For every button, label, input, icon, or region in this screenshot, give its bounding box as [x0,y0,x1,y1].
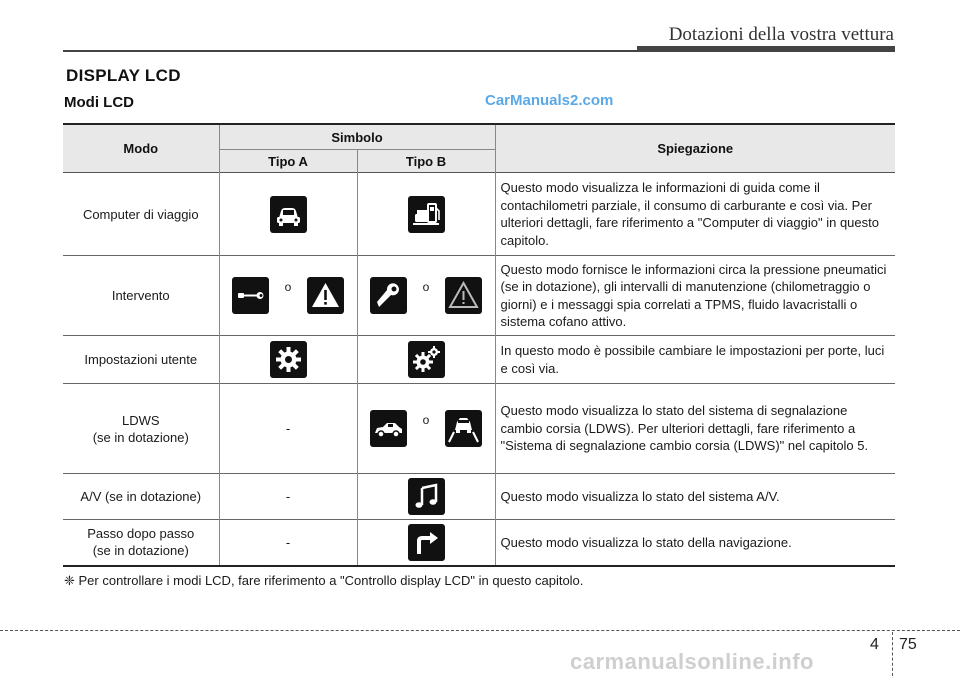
mode-cell [63,520,219,566]
type-b-cell [357,384,495,474]
table-row [63,256,895,336]
type-b-cell [357,474,495,520]
explanation-cell: Questo modo visualizza lo stato del sistema di segnalazione cambio corsia (LDWS). Per ulteriori dettagli, fare riferimento a "Sistema di segnalazione cambio corsia (LDWS)" nel capitolo 5. [500,403,869,454]
page-number-divider [892,632,893,676]
explanation-cell: Questo modo fornisce le informazioni circa la pressione pneumatici (se in dotazione), gli intervalli di manutenzione (chilometraggio o giorni) e i messaggi spia correlati a TPMS, fluido lavacristalli o sistema cofano attivo. [500,261,887,329]
table-row [63,336,895,384]
type-a-cell: - [219,474,357,520]
or-label: o [422,279,430,294]
header-symbol: Simbolo [219,124,495,150]
mode-label: LDWS [121,412,160,428]
warning-triangle-icon [307,277,344,314]
explanation-cell: In questo modo è possibile cambiare le impostazioni per porte, luci e così via. [500,343,885,376]
chapter-title: Dotazioni della vostra vettura [668,24,894,45]
lcd-modes-table [63,123,895,567]
car-icon [270,196,307,233]
page-number: 75 [899,636,917,653]
header-mode: Modo [63,124,219,173]
watermark-top: CarManuals2.com [485,92,614,109]
mode-label: Passo dopo passo [87,526,195,542]
mode-cell [63,474,219,520]
explanation-cell: Questo modo visualizza le informazioni di guida come il contachilometri parziale, il consumo di carburante e così via. Per ulteriori dettagli, fare riferimento a "Computer di viaggio" in questo capitolo. [500,180,879,248]
type-a-cell [219,173,357,256]
mode-label: Intervento [111,288,170,303]
mode-label: Computer di viaggio [82,206,199,222]
header-type-a: Tipo A [219,150,357,173]
car-side-icon [370,410,407,447]
type-b-cell [357,173,495,256]
header-rule-thick [637,46,895,52]
table-row [63,173,895,256]
chapter-number: 4 [870,636,879,653]
type-a-cell [219,336,357,384]
mode-sublabel: (se in dotazione) [92,429,189,445]
or-label: o [422,412,430,427]
type-b-cell [357,336,495,384]
subsection-title: Modi LCD [64,94,134,111]
explanation-cell: Questo modo visualizza lo stato della navigazione. [500,534,792,550]
mode-label: Impostazioni utente [84,352,198,367]
wrench-icon [370,277,407,314]
car-lane-icon [445,410,482,447]
fuel-pump-icon [408,196,445,233]
footnote: ❈ Per controllare i modi LCD, fare riferimento a "Controllo display LCD" in questo capitolo. [64,573,584,588]
or-label: o [284,279,292,294]
type-b-cell [357,520,495,566]
mode-cell [63,384,219,474]
gear-icon [408,341,445,378]
header-explanation: Spiegazione [495,124,895,173]
type-b-cell [357,256,495,336]
turn-arrow-icon [408,524,445,561]
watermark-bottom: carmanualsonline.info [570,649,814,674]
music-note-icon [408,478,445,515]
type-a-cell: - [219,384,357,474]
mode-sublabel: (se in dotazione) [92,543,189,559]
header-rule [63,50,637,52]
table-row [63,474,895,520]
wrench-icon [232,277,269,314]
mode-cell [63,336,219,384]
explanation-cell: Questo modo visualizza lo stato del sistema A/V. [500,488,780,504]
mode-label: A/V (se in dotazione) [80,489,202,504]
type-a-cell: - [219,520,357,566]
gear-icon [270,341,307,378]
warning-triangle-icon [445,277,482,314]
mode-cell [63,173,219,256]
footer-rule [0,630,960,631]
mode-cell [63,256,219,336]
header-type-b: Tipo B [357,150,495,173]
type-a-cell [219,256,357,336]
table-row [63,520,895,566]
section-title: DISPLAY LCD [66,66,181,85]
table-row [63,384,895,474]
